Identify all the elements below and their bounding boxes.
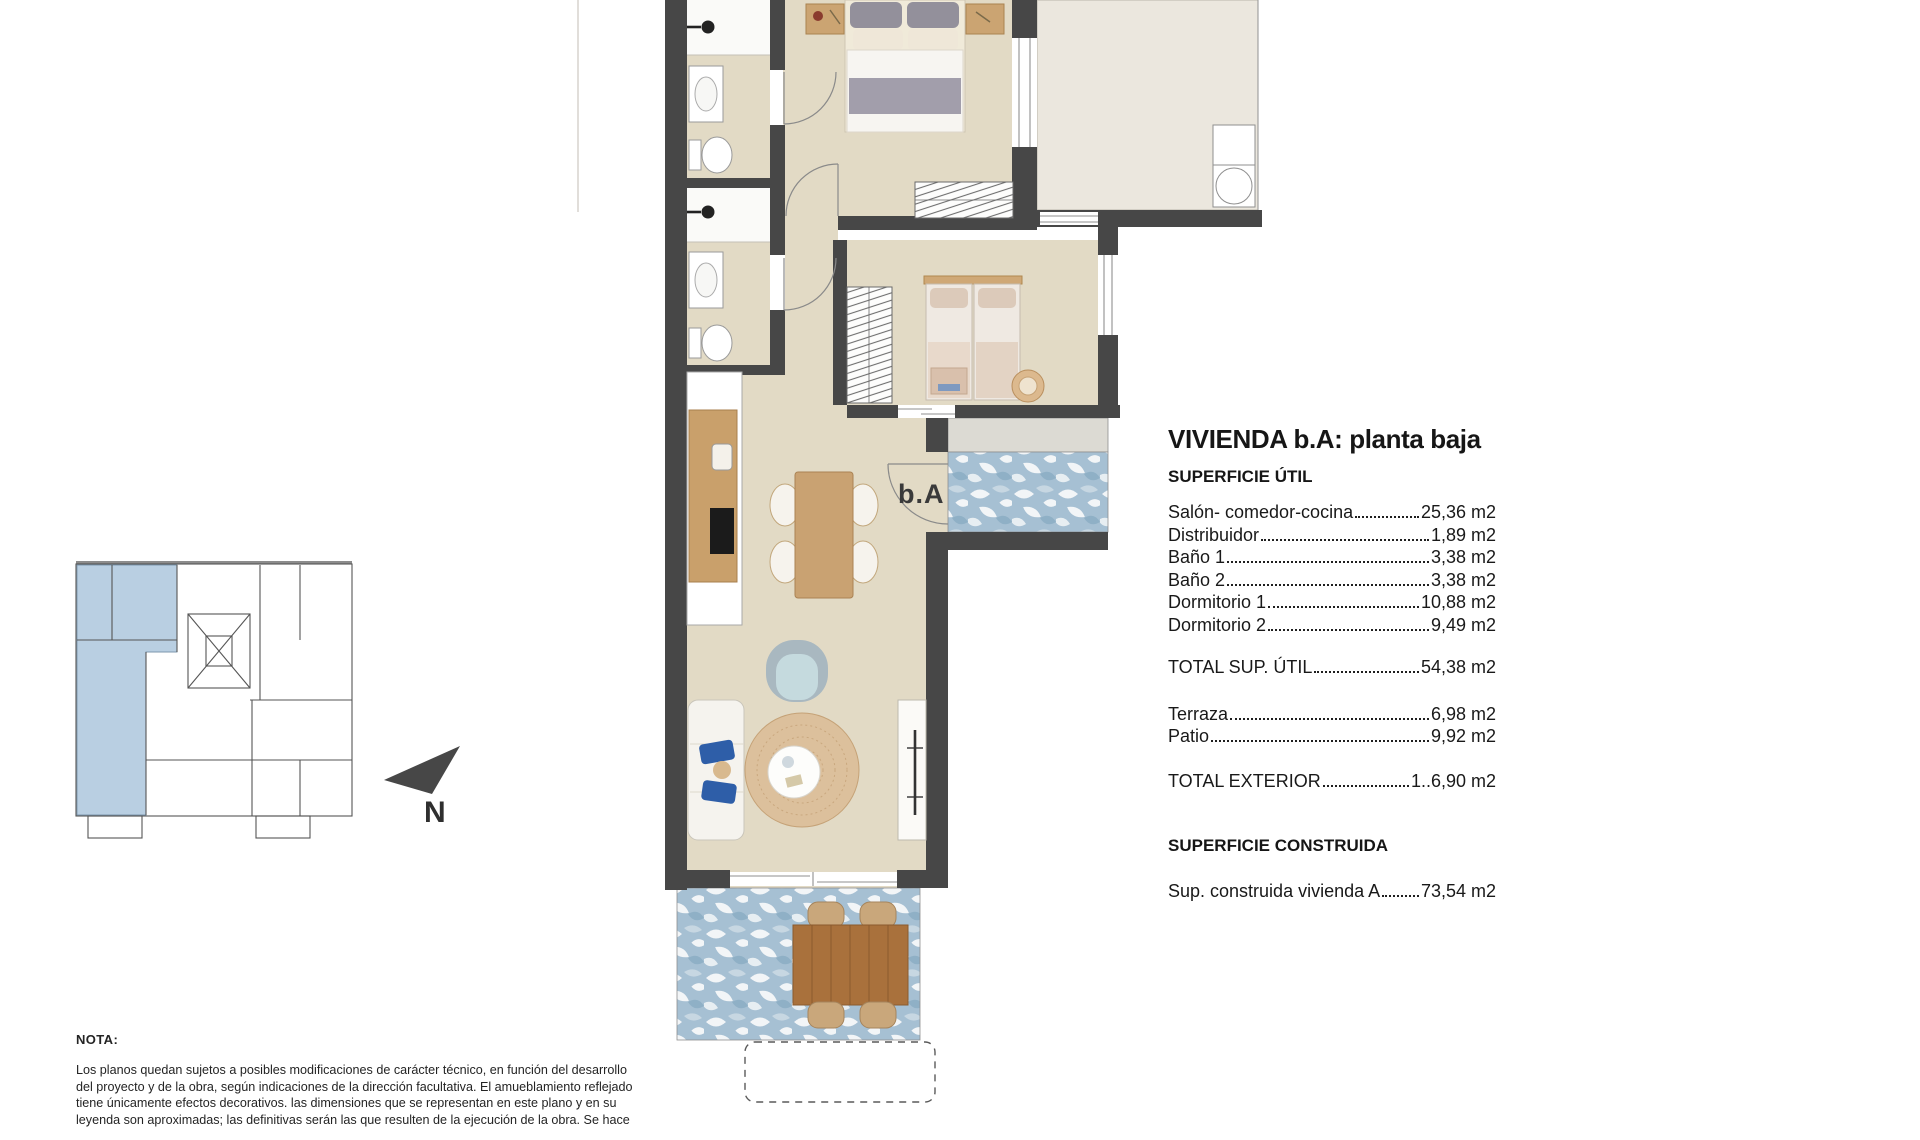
key-plan-balcony xyxy=(256,816,310,838)
row-value: 9,92 m2 xyxy=(1430,726,1496,746)
row-value: 73,54 m2 xyxy=(1420,881,1496,901)
bedroom-2-furniture xyxy=(847,276,1044,403)
dot-leader xyxy=(1230,718,1429,720)
row-label: Patio xyxy=(1168,726,1210,746)
row-label: Baño 2 xyxy=(1168,569,1226,590)
row-value: 25,36 m2 xyxy=(1420,502,1496,522)
entry-terrace-tiles xyxy=(948,452,1108,532)
exterior-rows xyxy=(1168,703,1496,748)
wall-bedroom1-right-a xyxy=(1012,0,1037,38)
wall-living-right xyxy=(926,550,948,888)
dot-leader xyxy=(1227,561,1429,563)
bedroom2-window xyxy=(1098,255,1118,335)
headboard-shelf xyxy=(924,276,1022,284)
surface-row xyxy=(1168,725,1496,748)
section-superficie-util: SUPERFICIE ÚTIL xyxy=(1168,467,1313,486)
terrace-appliance xyxy=(1213,125,1255,207)
wall-below-entry-terrace xyxy=(926,532,1108,550)
surface-row xyxy=(1168,614,1496,637)
util-rows xyxy=(1168,501,1496,636)
dot-leader xyxy=(1314,671,1419,673)
wall-bath-right-b xyxy=(770,125,785,255)
bedroom2-slider xyxy=(898,405,955,418)
note-line: Los planos quedan sujetos a posibles modificaciones de carácter técnico, en función del desarrollo xyxy=(76,1063,627,1077)
wall-bedroom2-bottom xyxy=(847,405,1120,418)
row-label: Baño 1 xyxy=(1168,547,1226,567)
surface-row xyxy=(1168,501,1496,524)
row-label: Distribuidor xyxy=(1168,524,1260,545)
note-line: del proyecto y de la obra, según indicaciones de la dirección facultativa. El amueblamiento reflejado xyxy=(76,1079,633,1094)
dining-table xyxy=(795,472,853,598)
bed-blanket xyxy=(849,78,961,114)
wardrobe-bedroom2 xyxy=(847,287,892,403)
row-value: 1..6,90 m2 xyxy=(1410,770,1496,791)
surface-row xyxy=(1168,703,1496,726)
page-title: VIVIENDA b.A: planta baja xyxy=(1168,424,1481,454)
patio-chair xyxy=(860,902,896,928)
total-util-row xyxy=(1168,656,1496,679)
total-exterior-row xyxy=(1168,770,1496,793)
kitchen-sink xyxy=(712,444,732,470)
toilet-1-tank xyxy=(689,140,701,170)
key-plan xyxy=(76,561,352,838)
surface-row xyxy=(1168,569,1496,592)
shower-head-icon xyxy=(702,21,715,34)
wall-left xyxy=(665,0,687,890)
cooktop xyxy=(710,508,734,554)
wall-bedroom2-right-a xyxy=(1098,227,1118,255)
nightstand-left xyxy=(806,4,844,34)
wall-bedroom1-right-b xyxy=(1012,147,1037,230)
wall-living-bottom-right xyxy=(897,870,948,888)
row-label: TOTAL SUP. ÚTIL xyxy=(1168,657,1313,677)
row-label: Salón- comedor-cocina xyxy=(1168,502,1354,522)
dot-leader xyxy=(1382,895,1419,897)
terrace-planter-band xyxy=(948,418,1108,452)
dot-leader xyxy=(1227,584,1429,586)
patio-chair xyxy=(808,1002,844,1028)
hall-floor xyxy=(785,210,838,368)
row-value: 54,38 m2 xyxy=(1420,657,1496,677)
kitchen-counter xyxy=(689,410,737,582)
row-label: Dormitorio 2 xyxy=(1168,614,1267,635)
wall-entry-jamb xyxy=(926,418,948,452)
surface-summary xyxy=(1168,424,1496,903)
note-heading: NOTA: xyxy=(76,1032,119,1047)
shower-head-icon xyxy=(702,206,715,219)
unit-label: b.A xyxy=(898,479,945,509)
disclaimer-note xyxy=(76,1032,633,1128)
north-arrow xyxy=(384,746,460,829)
bathroom-2-shower-tray xyxy=(687,188,770,242)
surface-row xyxy=(1168,524,1496,547)
section-superficie-construida: SUPERFICIE CONSTRUIDA xyxy=(1168,836,1389,855)
wall-bath-right-a xyxy=(770,0,785,70)
wall-between-baths xyxy=(687,178,785,188)
row-value: 6,98 m2 xyxy=(1430,703,1496,724)
construida-row xyxy=(1168,880,1496,903)
bedroom1-window xyxy=(1012,38,1037,147)
kitchen xyxy=(687,372,742,625)
row-label: Terraza xyxy=(1168,703,1229,724)
dot-leader xyxy=(1355,516,1419,518)
washer-drum-icon xyxy=(1216,168,1252,204)
dot-leader xyxy=(1211,740,1429,742)
row-value: 1,89 m2 xyxy=(1430,524,1496,545)
toilet-2-bowl xyxy=(702,325,732,361)
wall-bath-right-c xyxy=(770,310,785,368)
key-plan-balcony xyxy=(88,816,142,838)
dot-leader xyxy=(1268,606,1419,608)
toilet-1-bowl xyxy=(702,137,732,173)
row-label: Dormitorio 1 xyxy=(1168,592,1267,612)
terrace-window xyxy=(1040,212,1098,225)
dot-leader xyxy=(1323,785,1409,787)
dot-leader xyxy=(1261,539,1429,541)
patio-chair xyxy=(860,1002,896,1028)
row-value: 3,38 m2 xyxy=(1430,569,1496,590)
toilet-2-tank xyxy=(689,328,701,358)
north-label: N xyxy=(424,796,446,829)
dashed-step-outline xyxy=(745,1042,935,1102)
note-line: leyenda son aproximadas; las definitivas serán las que resulten de la ejecución de la obra. Se hace xyxy=(76,1112,630,1127)
row-value: 3,38 m2 xyxy=(1430,547,1496,567)
row-value: 10,88 m2 xyxy=(1420,592,1496,612)
row-label: TOTAL EXTERIOR xyxy=(1168,770,1321,791)
surface-row xyxy=(1168,591,1496,614)
tv-sideboard xyxy=(898,700,926,840)
row-label: Sup. construida vivienda A xyxy=(1168,881,1381,901)
surface-row xyxy=(1168,546,1496,569)
coffee-table xyxy=(768,746,820,798)
row-value: 9,49 m2 xyxy=(1430,614,1496,635)
wall-living-bottom-left xyxy=(665,870,730,888)
patio-chair xyxy=(808,902,844,928)
north-arrow-icon xyxy=(384,746,460,794)
dot-leader xyxy=(1268,629,1429,631)
note-line: tiene únicamente efectos decorativos. las dimensiones que se representan en este plano y en su xyxy=(76,1096,617,1110)
